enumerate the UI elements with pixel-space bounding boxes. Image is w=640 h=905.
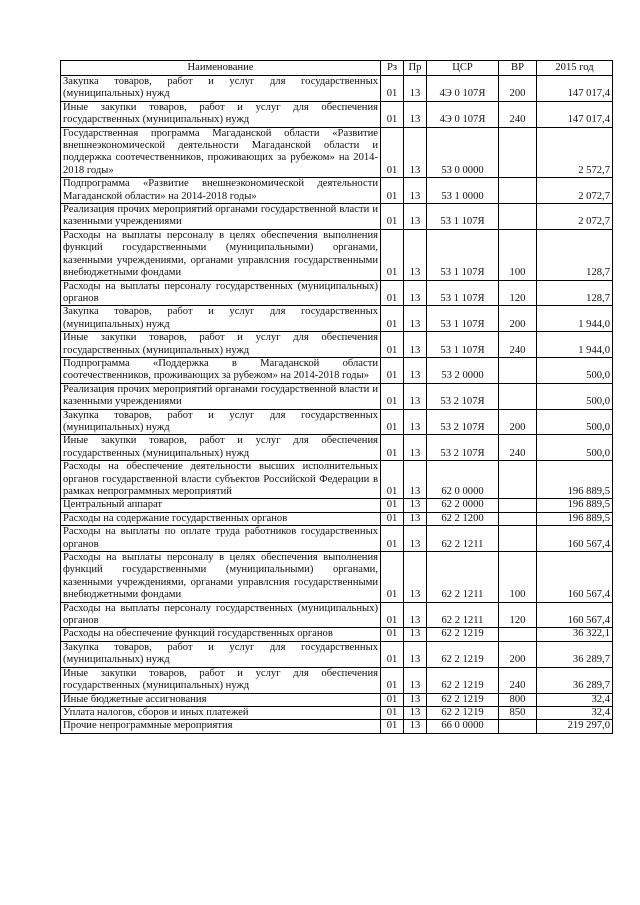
row-csr: 62 2 1219 (427, 706, 499, 719)
document-page (60, 60, 612, 734)
row-rz: 01 (381, 357, 404, 383)
header-year: 2015 год (537, 61, 613, 76)
row-vr: 240 (499, 332, 537, 358)
table-row (61, 667, 613, 693)
row-vr: 850 (499, 706, 537, 719)
row-amount: 128,7 (537, 229, 613, 280)
row-vr: 200 (499, 641, 537, 667)
row-pr: 13 (404, 127, 427, 178)
row-name: Подпрограмма «Поддержка в Магаданской области соотечественников, проживающих за рубежом» на 2014-2018 годы» (61, 357, 381, 383)
row-vr (499, 499, 537, 512)
row-rz: 01 (381, 693, 404, 706)
row-vr: 120 (499, 280, 537, 306)
row-csr: 53 1 0000 (427, 178, 499, 204)
row-pr: 13 (404, 101, 427, 127)
table-row (61, 706, 613, 719)
table-row (61, 280, 613, 306)
table-row (61, 693, 613, 706)
row-rz: 01 (381, 101, 404, 127)
row-amount: 36 289,7 (537, 641, 613, 667)
row-rz: 01 (381, 526, 404, 552)
row-name: Уплата налогов, сборов и иных платежей (61, 706, 381, 719)
row-name: Расходы на выплаты персоналу государственных (муниципальных) органов (61, 602, 381, 628)
row-csr: 62 2 0000 (427, 499, 499, 512)
table-row (61, 602, 613, 628)
row-vr (499, 127, 537, 178)
row-pr: 13 (404, 409, 427, 435)
row-rz: 01 (381, 499, 404, 512)
row-amount: 196 889,5 (537, 499, 613, 512)
row-name: Государственная программа Магаданской области «Развитие внешнеэкономической деятельности Магаданской области и поддержка соотечественников, проживающих за рубежом» на 2014-2018 годы» (61, 127, 381, 178)
row-name: Реализация прочих мероприятий органами государственной власти и казенными учреждениями (61, 204, 381, 230)
row-vr: 200 (499, 409, 537, 435)
row-csr: 62 2 1219 (427, 641, 499, 667)
row-rz: 01 (381, 409, 404, 435)
row-vr: 200 (499, 76, 537, 102)
row-pr: 13 (404, 499, 427, 512)
row-name: Центральный аппарат (61, 499, 381, 512)
row-rz: 01 (381, 641, 404, 667)
table-header-row (61, 61, 613, 76)
table-row (61, 409, 613, 435)
row-name: Иные закупки товаров, работ и услуг для обеспечения государственных (муниципальных) нужд (61, 435, 381, 461)
row-name: Расходы на обеспечение деятельности высших исполнительных органов государственной власти субъектов Российской Федерации в рамках непрограммных мероприятий (61, 461, 381, 499)
row-amount: 196 889,5 (537, 461, 613, 499)
row-name: Иные закупки товаров, работ и услуг для обеспечения государственных (муниципальных) нужд (61, 101, 381, 127)
row-amount: 160 567,4 (537, 552, 613, 603)
row-name: Закупка товаров, работ и услуг для государственных (муниципальных) нужд (61, 641, 381, 667)
row-name: Расходы на выплаты персоналу государственных (муниципальных) органов (61, 280, 381, 306)
row-csr: 53 1 107Я (427, 280, 499, 306)
row-vr: 800 (499, 693, 537, 706)
row-pr: 13 (404, 628, 427, 641)
table-row (61, 306, 613, 332)
row-pr: 13 (404, 602, 427, 628)
row-name: Закупка товаров, работ и услуг для государственных (муниципальных) нужд (61, 76, 381, 102)
row-csr: 62 2 1219 (427, 667, 499, 693)
row-csr: 53 0 0000 (427, 127, 499, 178)
row-vr (499, 512, 537, 525)
row-vr (499, 526, 537, 552)
row-name: Иные закупки товаров, работ и услуг для обеспечения государственных (муниципальных) нужд (61, 332, 381, 358)
row-csr: 62 2 1211 (427, 552, 499, 603)
row-rz: 01 (381, 628, 404, 641)
row-pr: 13 (404, 641, 427, 667)
row-csr: 53 2 107Я (427, 383, 499, 409)
row-amount: 500,0 (537, 409, 613, 435)
row-csr: 62 2 1219 (427, 628, 499, 641)
row-name: Расходы на выплаты персоналу в целях обеспечения выполнения функций государственными (муниципальными) органами, казенными учреждениями, органами управлсния государственными внебюджетными фондами (61, 229, 381, 280)
row-rz: 01 (381, 76, 404, 102)
row-rz: 01 (381, 552, 404, 603)
row-vr (499, 383, 537, 409)
row-rz: 01 (381, 435, 404, 461)
row-csr: 53 2 107Я (427, 435, 499, 461)
row-amount: 160 567,4 (537, 602, 613, 628)
table-row (61, 512, 613, 525)
row-pr: 13 (404, 526, 427, 552)
row-vr (499, 461, 537, 499)
row-vr (499, 628, 537, 641)
table-row (61, 357, 613, 383)
row-rz: 01 (381, 461, 404, 499)
row-vr: 120 (499, 602, 537, 628)
row-amount: 36 289,7 (537, 667, 613, 693)
row-amount: 32,4 (537, 706, 613, 719)
table-row (61, 204, 613, 230)
row-rz: 01 (381, 332, 404, 358)
table-row (61, 383, 613, 409)
row-pr: 13 (404, 332, 427, 358)
row-amount: 2 572,7 (537, 127, 613, 178)
table-row (61, 720, 613, 733)
row-vr (499, 357, 537, 383)
row-amount: 2 072,7 (537, 178, 613, 204)
row-csr: 4Э 0 107Я (427, 76, 499, 102)
table-row (61, 178, 613, 204)
row-amount: 219 297,0 (537, 720, 613, 733)
row-rz: 01 (381, 280, 404, 306)
row-rz: 01 (381, 178, 404, 204)
row-pr: 13 (404, 461, 427, 499)
table-row (61, 641, 613, 667)
row-pr: 13 (404, 229, 427, 280)
row-amount: 160 567,4 (537, 526, 613, 552)
row-vr: 240 (499, 101, 537, 127)
row-pr: 13 (404, 693, 427, 706)
row-pr: 13 (404, 720, 427, 733)
row-amount: 1 944,0 (537, 306, 613, 332)
row-pr: 13 (404, 178, 427, 204)
row-csr: 62 2 1211 (427, 602, 499, 628)
row-name: Расходы на обеспечение функций государственных органов (61, 628, 381, 641)
table-row (61, 229, 613, 280)
row-vr: 240 (499, 435, 537, 461)
header-csr: ЦСР (427, 61, 499, 76)
row-vr (499, 178, 537, 204)
row-pr: 13 (404, 280, 427, 306)
table-row (61, 552, 613, 603)
row-amount: 32,4 (537, 693, 613, 706)
row-rz: 01 (381, 667, 404, 693)
row-csr: 62 2 1219 (427, 693, 499, 706)
row-csr: 53 1 107Я (427, 204, 499, 230)
row-vr: 100 (499, 229, 537, 280)
row-vr: 100 (499, 552, 537, 603)
row-pr: 13 (404, 204, 427, 230)
row-csr: 53 2 0000 (427, 357, 499, 383)
row-amount: 196 889,5 (537, 512, 613, 525)
header-pr: Пр (404, 61, 427, 76)
row-rz: 01 (381, 306, 404, 332)
row-name: Подпрограмма «Развитие внешнеэкономической деятельности Магаданской области» на 2014-2018 годы» (61, 178, 381, 204)
row-rz: 01 (381, 204, 404, 230)
row-csr: 53 2 107Я (427, 409, 499, 435)
row-name: Иные бюджетные ассигнования (61, 693, 381, 706)
row-pr: 13 (404, 667, 427, 693)
row-amount: 147 017,4 (537, 76, 613, 102)
row-name: Иные закупки товаров, работ и услуг для обеспечения государственных (муниципальных) нужд (61, 667, 381, 693)
header-rz: Рз (381, 61, 404, 76)
table-row (61, 332, 613, 358)
row-csr: 62 2 1211 (427, 526, 499, 552)
table-row (61, 435, 613, 461)
row-name: Закупка товаров, работ и услуг для государственных (муниципальных) нужд (61, 409, 381, 435)
table-row (61, 526, 613, 552)
header-vr: ВР (499, 61, 537, 76)
row-rz: 01 (381, 602, 404, 628)
row-amount: 500,0 (537, 357, 613, 383)
row-pr: 13 (404, 706, 427, 719)
row-amount: 500,0 (537, 435, 613, 461)
row-amount: 128,7 (537, 280, 613, 306)
row-rz: 01 (381, 127, 404, 178)
row-csr: 53 1 107Я (427, 229, 499, 280)
row-name: Расходы на выплаты персоналу в целях обеспечения выполнения функций государственными (муниципальными) органами, казенными учреждениями, органами управлсния государственными внебюджетными фондами (61, 552, 381, 603)
row-name: Реализация прочих мероприятий органами государственной власти и казенными учреждениями (61, 383, 381, 409)
row-csr: 62 2 1200 (427, 512, 499, 525)
row-rz: 01 (381, 706, 404, 719)
row-vr: 200 (499, 306, 537, 332)
row-name: Расходы на содержание государственных органов (61, 512, 381, 525)
row-pr: 13 (404, 435, 427, 461)
row-rz: 01 (381, 229, 404, 280)
row-pr: 13 (404, 76, 427, 102)
row-amount: 500,0 (537, 383, 613, 409)
row-name: Закупка товаров, работ и услуг для государственных (муниципальных) нужд (61, 306, 381, 332)
header-name: Наименование (61, 61, 381, 76)
row-rz: 01 (381, 720, 404, 733)
table-row (61, 127, 613, 178)
row-pr: 13 (404, 383, 427, 409)
row-amount: 1 944,0 (537, 332, 613, 358)
row-csr: 66 0 0000 (427, 720, 499, 733)
row-rz: 01 (381, 512, 404, 525)
row-pr: 13 (404, 357, 427, 383)
table-row (61, 628, 613, 641)
row-vr (499, 720, 537, 733)
row-csr: 4Э 0 107Я (427, 101, 499, 127)
row-amount: 2 072,7 (537, 204, 613, 230)
row-amount: 147 017,4 (537, 101, 613, 127)
row-csr: 62 0 0000 (427, 461, 499, 499)
row-name: Прочие непрограммные мероприятия (61, 720, 381, 733)
row-amount: 36 322,1 (537, 628, 613, 641)
budget-table (60, 60, 613, 734)
row-pr: 13 (404, 552, 427, 603)
row-rz: 01 (381, 383, 404, 409)
row-pr: 13 (404, 306, 427, 332)
table-row (61, 499, 613, 512)
table-row (61, 101, 613, 127)
row-vr: 240 (499, 667, 537, 693)
row-csr: 53 1 107Я (427, 306, 499, 332)
row-vr (499, 204, 537, 230)
table-row (61, 76, 613, 102)
table-row (61, 461, 613, 499)
row-csr: 53 1 107Я (427, 332, 499, 358)
row-pr: 13 (404, 512, 427, 525)
row-name: Расходы на выплаты по оплате труда работников государственных органов (61, 526, 381, 552)
